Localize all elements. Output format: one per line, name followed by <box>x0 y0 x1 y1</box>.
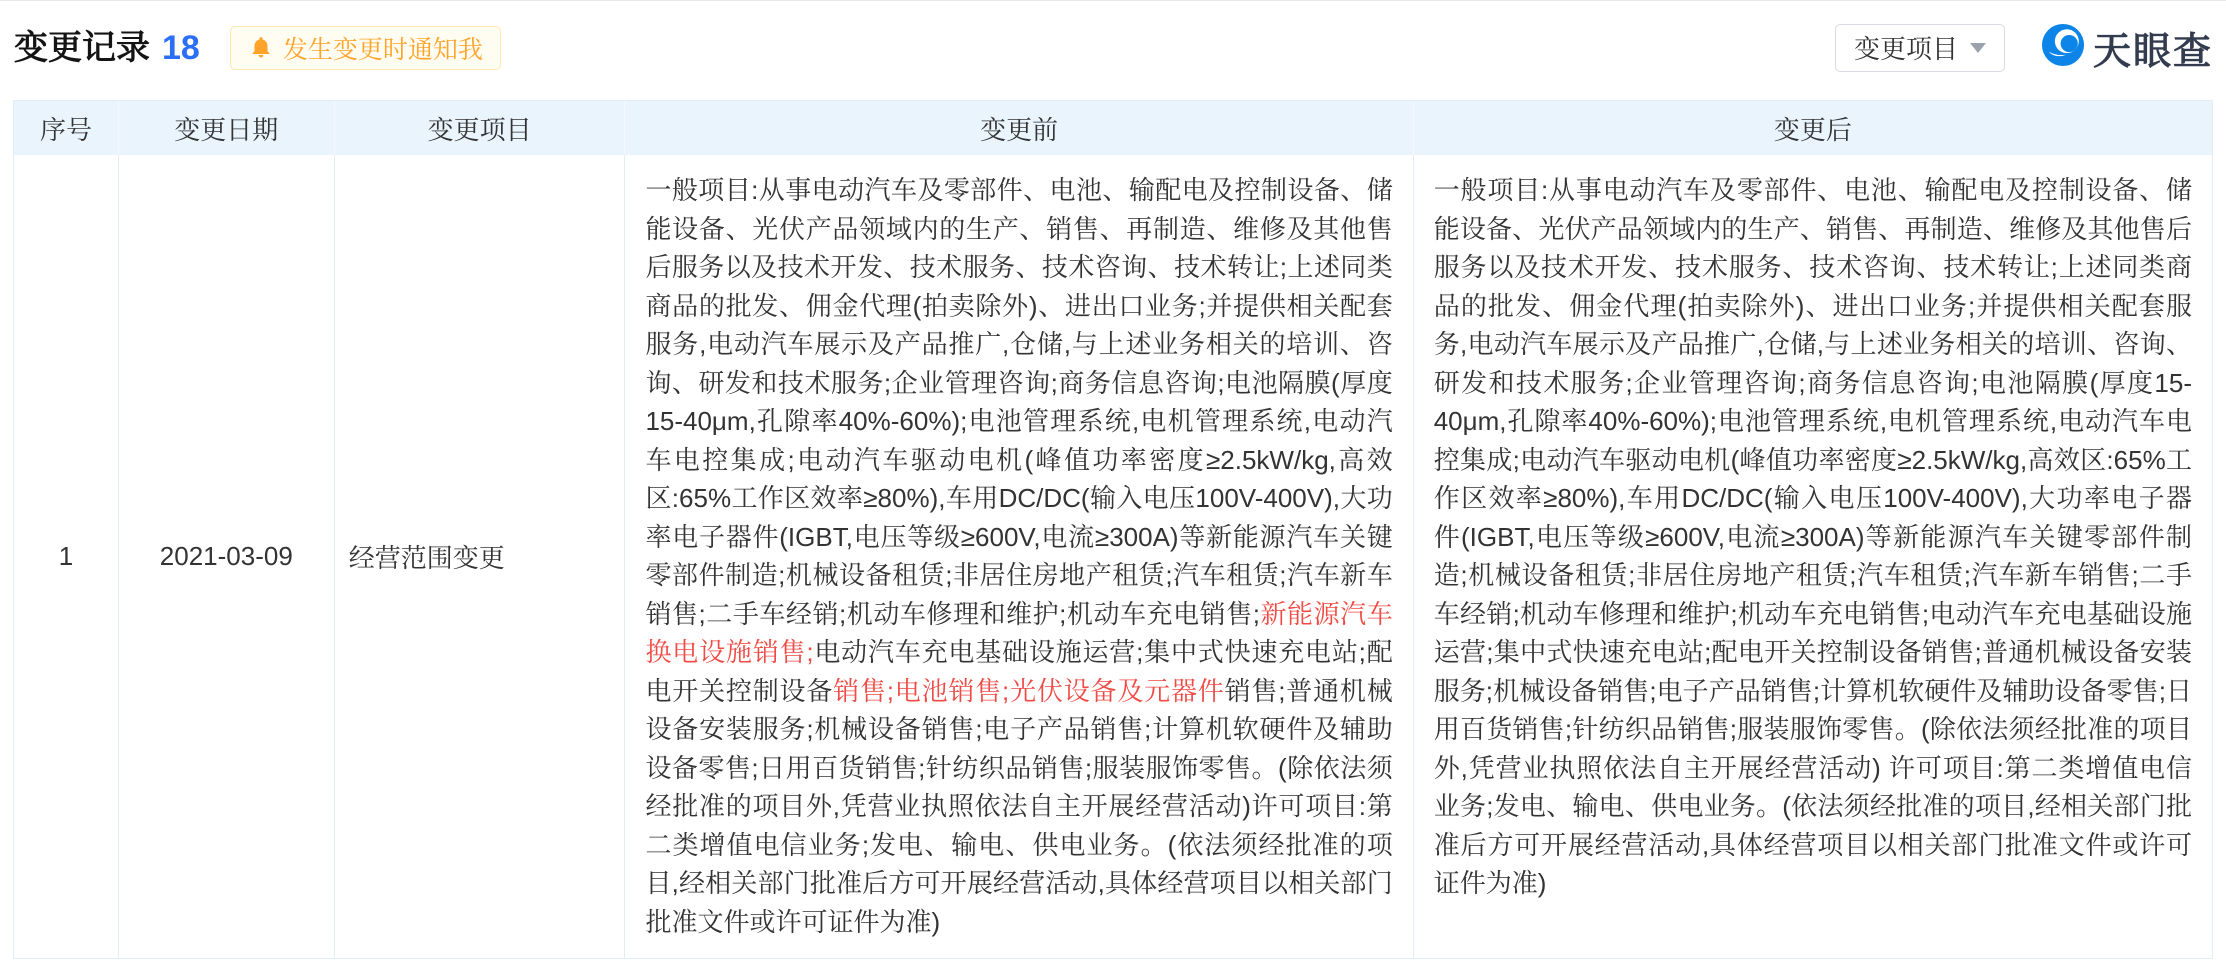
header-cell-item: 变更项目 <box>335 101 626 155</box>
changed-text: 新能源汽车换电设施销售; <box>645 598 1393 667</box>
change-item-filter-dropdown[interactable] <box>1835 24 2005 72</box>
top-divider <box>0 0 2226 1</box>
row-change-item-cell: 经营范围变更 <box>335 155 626 958</box>
row-index-cell: 1 <box>14 155 119 958</box>
after-text: 一般项目:从事电动汽车及零部件、电池、输配电及控制设备、储能设备、光伏产品领域内的生产、销售、再制造、维修及其他售后服务以及技术开发、技术服务、技术咨询、技术转让;上述同类商品的批发、佣金代理(拍卖除外)、进出口业务;并提供相关配套服务,电动汽车展示及产品推广,仓储,与上述业务相关的培训、咨询、研发和技术服务;企业管理咨询;商务信息咨询;电池隔膜(厚度15-40μm,孔隙率40%-60%);电池管理系统,电机管理系统,电动汽车电控集成;电动汽车驱动电机(峰值功率密度≥2.5kW/kg,高效区:65%工作区效率≥80%),车用DC/DC(输入电压100V-400V),大功率电子器件(IGBT,电压等级≥600V,电流≥300A)等新能源汽车关键零部件制造;机械设备租赁;非居住房地产租赁;汽车租赁;汽车新车销售;二手车经销;机动车修理和维护;机动车充电销售;电动汽车充电基础设施运营;集中式快速充电站;配电开关控制设备销售;普通机械设备安装服务;机械设备销售;电子产品销售;计算机软硬件及辅助设备零售;日用百货销售;针纺织品销售;服装服饰零售。(除依法须经批准的项目外,凭营业执照依法自主开展经营活动) 许可项目:第二类增值电信业务;发电、输电、供电业务。(依法须经批准的项目,经相关部门批准后方可开展经营活动,具体经营项目以相关部门批准文件或许可证件为准) <box>1433 175 2192 898</box>
page-title: 变更记录 <box>14 29 150 67</box>
change-records-table <box>13 100 2213 959</box>
tianyancha-logo-text: 天眼查 <box>2092 31 2213 73</box>
notify-on-change-button[interactable] <box>230 26 501 70</box>
header-cell-after: 变更后 <box>1773 114 1852 145</box>
changed-text: 销售;电池销售;光伏设备及元器件 <box>833 675 1225 706</box>
table-header-row <box>14 101 2212 155</box>
table-row <box>14 155 2212 958</box>
tianyancha-logo-icon <box>2041 23 2085 72</box>
records-count-badge: 18 <box>162 29 200 67</box>
row-date-cell: 2021-03-09 <box>119 155 335 958</box>
chevron-down-icon <box>1970 43 1986 53</box>
bell-icon <box>248 35 274 61</box>
header-cell-index: 序号 <box>14 101 119 155</box>
notify-button-label: 发生变更时通知我 <box>282 36 483 64</box>
tianyancha-logo[interactable] <box>2041 20 2213 75</box>
before-text: 一般项目:从事电动汽车及零部件、电池、输配电及控制设备、储能设备、光伏产品领域内的生产、销售、再制造、维修及其他售后服务以及技术开发、技术服务、技术咨询、技术转让;上述同类商品的批发、佣金代理(拍卖除外)、进出口业务;并提供相关配套服务,电动汽车展示及产品推广,仓储,与上述业务相关的培训、咨询、研发和技术服务;企业管理咨询;商务信息咨询;电池隔膜(厚度15-40μm,孔隙率40%-60%);电池管理系统,电机管理系统,电动汽车电控集成;电动汽车驱动电机(峰值功率密度≥2.5kW/kg,高效区:65%工作区效率≥80%),车用DC/DC(输入电压100V-400V),大功率电子器件(IGBT,电压等级≥600V,电流≥300A)等新能源汽车关键零部件制造;机械设备租赁;非居住房地产租赁;汽车租赁;汽车新车销售;二手车经销;机动车修理和维护;机动车充电销售;新能源汽车换电设施销售;电动汽车充电基础设施运营;集中式快速充电站;配电开关控制设备销售;电池销售;光伏设备及元器件销售;普通机械设备安装服务;机械设备销售;电子产品销售;计算机软硬件及辅助设备零售;日用百货销售;针纺织品销售;服装服饰零售。(除依法须经批准的项目外,凭营业执照依法自主开展经营活动)许可项目:第二类增值电信业务;发电、输电、供电业务。(依法须经批准的项目,经相关部门批准后方可开展经营活动,具体经营项目以相关部门批准文件或许可证件为准) <box>625 155 1413 958</box>
header-cell-date: 变更日期 <box>119 101 335 155</box>
header-cell-before: 变更前 <box>625 101 1413 155</box>
filter-dropdown-label: 变更项目 <box>1853 34 1958 64</box>
